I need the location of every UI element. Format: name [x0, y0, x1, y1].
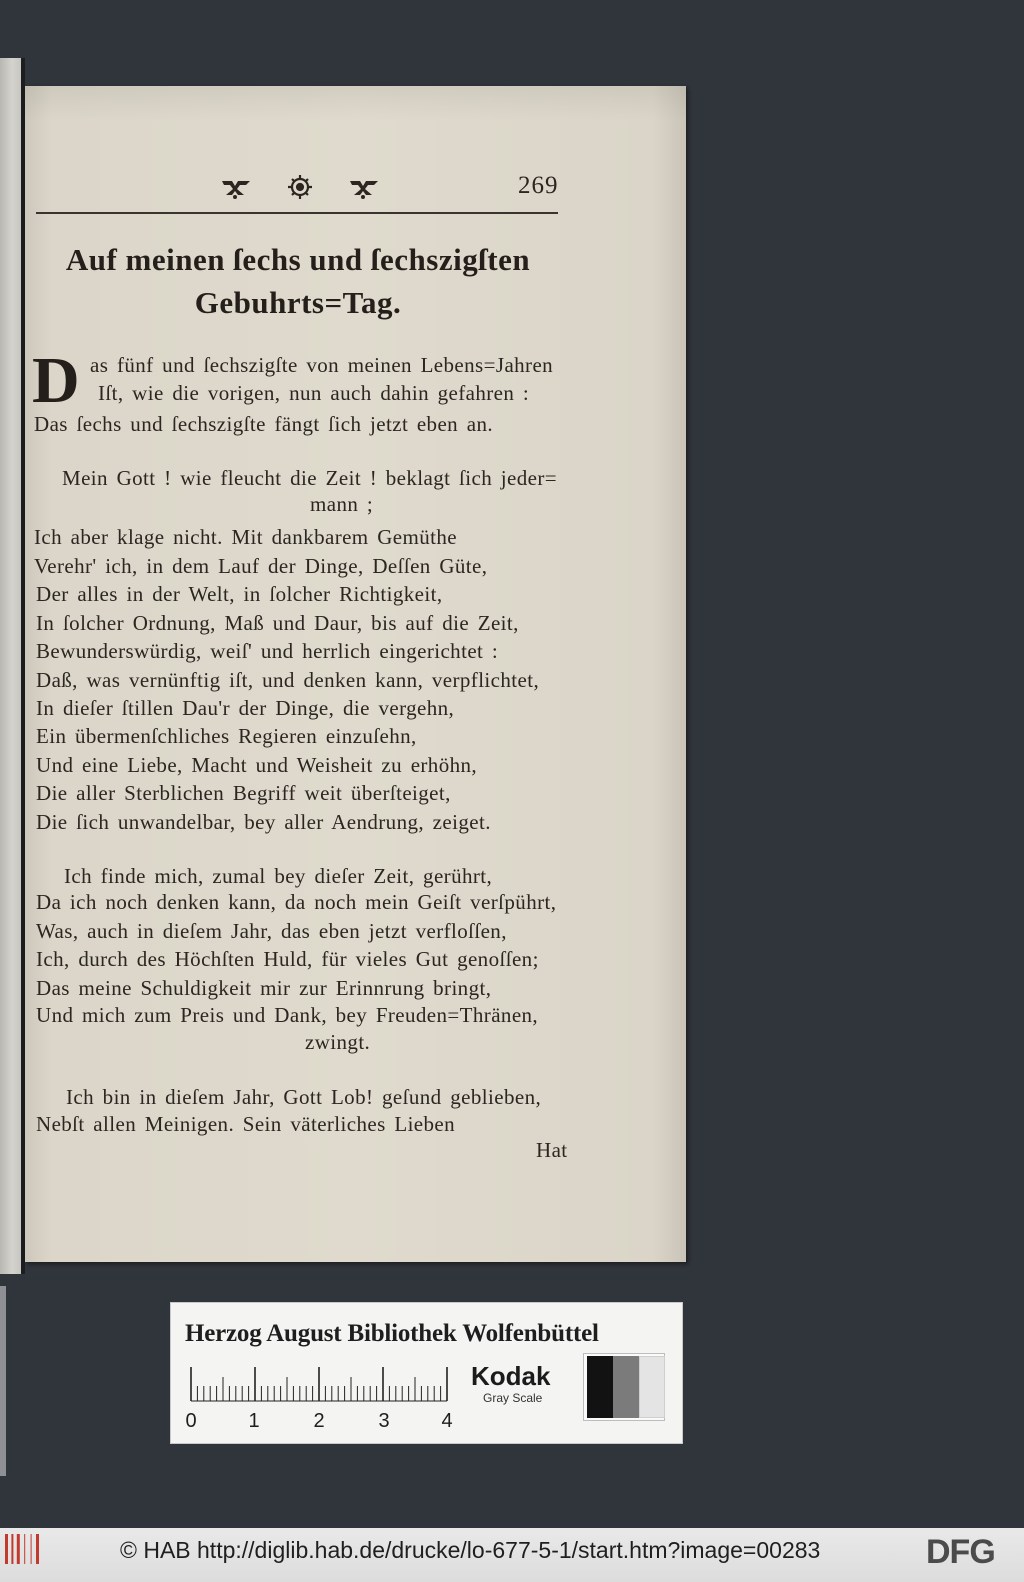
text-line: zwingt.: [305, 1030, 371, 1054]
barcode-stripe: [5, 1534, 8, 1564]
text-line: as fünf und ſechszigſte von meinen Lebens=Jahren: [90, 353, 554, 377]
text-line: Ich, durch des Höchſten Huld, für vieles Gut genoſſen;: [36, 947, 539, 971]
library-label: [170, 1302, 683, 1444]
text-line: Was, auch in dieſem Jahr, das eben jetzt verfloſſen,: [36, 919, 507, 943]
gray-scale-caption: Gray Scale: [483, 1391, 543, 1405]
gray-patch-light: [639, 1356, 665, 1418]
text-line: Nebſt allen Meinigen. Sein väterliches Lieben: [36, 1112, 456, 1136]
text-line: Das meine Schuldigkeit mir zur Erinnrung bringt,: [36, 976, 492, 1000]
kodak-logo: Kodak: [471, 1361, 551, 1391]
barcode-stripe: [17, 1534, 20, 1564]
gray-patch-mid: [613, 1356, 639, 1418]
rosette-icon: [288, 175, 312, 199]
header-rule: [36, 212, 558, 214]
scale-number: 4: [441, 1410, 453, 1432]
text-line: Ich bin in dieſem Jahr, Gott Lob! geſund geblieben,: [66, 1085, 542, 1109]
barcode-stripe: [11, 1534, 13, 1564]
drop-cap: D: [32, 344, 80, 417]
fleuron-icon: [222, 181, 250, 199]
barcode-icon: [4, 1532, 48, 1566]
fleuron-icon: [350, 181, 378, 199]
text-line: Mein Gott ! wie fleucht die Zeit ! beklagt ſich jeder=: [62, 466, 557, 490]
copyright-url: © HAB http://diglib.hab.de/drucke/lo-677-5-1/start.htm?image=00283: [120, 1537, 821, 1563]
text-line: Die aller Sterblichen Begriff weit überſteiget,: [36, 781, 451, 805]
text-line: mann ;: [310, 492, 374, 516]
text-line: Ein übermenſchliches Regieren einzuſehn,: [36, 724, 417, 748]
text-line: Verehr' ich, in dem Lauf der Dinge, Deſſen Güte,: [34, 554, 488, 578]
barcode-stripe: [24, 1534, 25, 1564]
text-line: Und mich zum Preis und Dank, bey Freuden=Thränen,: [36, 1003, 539, 1027]
scale-number: 1: [248, 1410, 260, 1432]
scale-ruler: [187, 1363, 457, 1405]
sheet-edge: [0, 1286, 6, 1476]
page-number: 269: [518, 172, 559, 199]
facing-page-edge: [0, 58, 22, 1274]
text-line: Da ich noch denken kann, da noch mein Geiſt verſpührt,: [36, 890, 557, 914]
dfg-logo: DFG: [926, 1533, 995, 1571]
scale-number: 0: [185, 1410, 197, 1432]
text-line: Und eine Liebe, Macht und Weisheit zu erhöhn,: [36, 753, 478, 777]
catchword: Hat: [536, 1138, 568, 1162]
scale-number: 2: [313, 1410, 325, 1432]
text-line: Der alles in der Welt, in ſolcher Richtigkeit,: [36, 582, 443, 606]
poem-title-line-2: Gebuhrts=Tag.: [194, 285, 402, 320]
barcode-stripe: [36, 1534, 39, 1564]
footer-bar: [0, 1528, 1024, 1582]
text-line: Ich aber klage nicht. Mit dankbarem Gemüthe: [34, 525, 457, 549]
text-line: Daß, was vernünftig iſt, und denken kann, verpflichtet,: [36, 668, 540, 692]
institution-name: Herzog August Bibliothek Wolfenbüttel: [185, 1320, 599, 1347]
text-line: Iſt, wie die vorigen, nun auch dahin gefahren :: [98, 381, 530, 405]
text-line: Die ſich unwandelbar, bey aller Aendrung, zeiget.: [36, 810, 491, 834]
book-page: [25, 86, 686, 1262]
barcode-stripe: [31, 1534, 32, 1564]
poem-title: Auf meinen ſechs und ſechszigſten: [65, 242, 531, 277]
scale-number: 3: [378, 1410, 390, 1432]
text-line: Das ſechs und ſechszigſte fängt ſich jetzt eben an.: [34, 412, 493, 436]
text-line: Bewunderswürdig, weiſ' und herrlich eingerichtet :: [36, 639, 499, 663]
text-line: Ich finde mich, zumal bey dieſer Zeit, gerührt,: [64, 864, 493, 888]
gray-patch-black: [587, 1356, 613, 1418]
text-line: In ſolcher Ordnung, Maß und Daur, bis auf die Zeit,: [36, 611, 519, 635]
text-line: In dieſer ſtillen Dau'r der Dinge, die vergehn,: [36, 696, 455, 720]
gray-scale-patches: [583, 1353, 665, 1421]
header-ornament: [218, 173, 383, 201]
